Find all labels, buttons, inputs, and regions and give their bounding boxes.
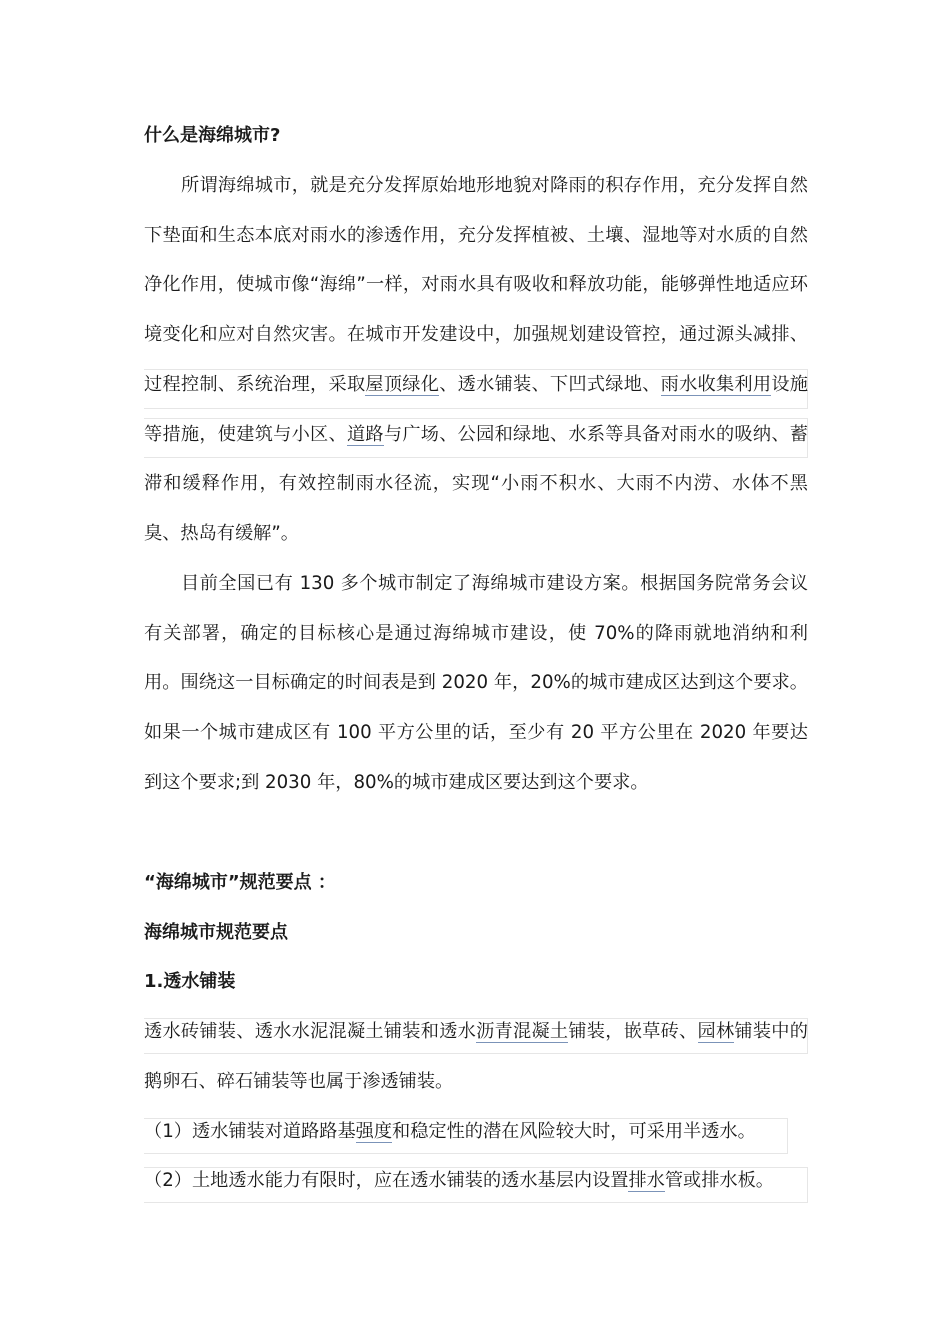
paving-text-2: 铺装，嵌草砖、 (568, 1021, 698, 1042)
link-rainwater-harvesting[interactable]: 雨水收集利用 (660, 373, 772, 395)
point-2-text-a: （2）土地透水能力有限时，应在透水铺装的透水基层内设置 (144, 1170, 629, 1191)
intro-text-2: 、透水铺装、下凹式绿地、 (439, 373, 661, 395)
point-2-text-b: 管或排水板。 (664, 1170, 774, 1191)
point-1 (144, 1120, 756, 1144)
point-1-text-a: （1）透水铺装对道路路基 (144, 1121, 356, 1142)
page-title: 什么是海绵城市? (144, 125, 281, 146)
intro-text-3: 设施等措施，使建筑与小区、 (144, 373, 808, 445)
link-drainage[interactable]: 排水 (628, 1170, 665, 1191)
point-2 (144, 1169, 774, 1193)
paving-text-3: 铺装中的鹅卵石、碎石铺装等也属于渗透铺装。 (144, 1021, 808, 1092)
paving-text-1: 透水砖铺装、透水水泥混凝土铺装和透水 (144, 1021, 477, 1042)
link-roof-greening[interactable]: 屋顶绿化 (365, 373, 440, 395)
intro-text-4: 与广场、公园和绿地、水系等具备对雨水的吸纳、蓄滞和缓释作用，有效控制雨水径流，实现“小雨不积水、大雨不内涝、水体不黑臭、热岛有缓解”。 (144, 423, 808, 544)
link-garden[interactable]: 园林 (697, 1021, 735, 1042)
link-road[interactable]: 道路 (346, 423, 384, 445)
intro-text-1: 所谓海绵城市，就是充分发挥原始地形地貌对降雨的积存作用，充分发挥自然下垫面和生态本底对雨水的渗透作用，充分发挥植被、土壤、湿地等对水质的自然净化作用，使城市像“海绵”一样，对雨水具有吸收和释放功能，能够弹性地适应环境变化和应对自然灾害。在城市开发建设中，加强规划建设管控，通过源头减排、过程控制、系统治理，采取 (144, 175, 808, 395)
item-heading-permeable-paving: 1.透水铺装 (144, 971, 236, 992)
intro-paragraph (144, 161, 808, 559)
link-strength[interactable]: 强度 (355, 1121, 393, 1142)
plan-paragraph: 目前全国已有 130 多个城市制定了海绵城市建设方案。根据国务院常务会议有关部署，确定的目标核心是通过海绵城市建设，使 70%的降雨就地消纳和利用。围绕这一目标确定的时间表是到 2020 年，20%的城市建成区达到这个要求。如果一个城市建成区有 100 平方公里的话，至少有 20 平方公里在 2020 年要达到这个要求;到 2030 年，80%的城市建成区要达到这个要求。 (144, 573, 808, 793)
section-subtitle: 海绵城市规范要点 (144, 922, 288, 943)
section-title: “海绵城市”规范要点 ： (144, 872, 336, 893)
link-asphalt-concrete[interactable]: 沥青混凝土 (476, 1021, 569, 1042)
permeable-paving-paragraph (144, 1007, 808, 1106)
point-1-text-b: 和稳定性的潜在风险较大时，可采用半透水。 (392, 1121, 756, 1142)
